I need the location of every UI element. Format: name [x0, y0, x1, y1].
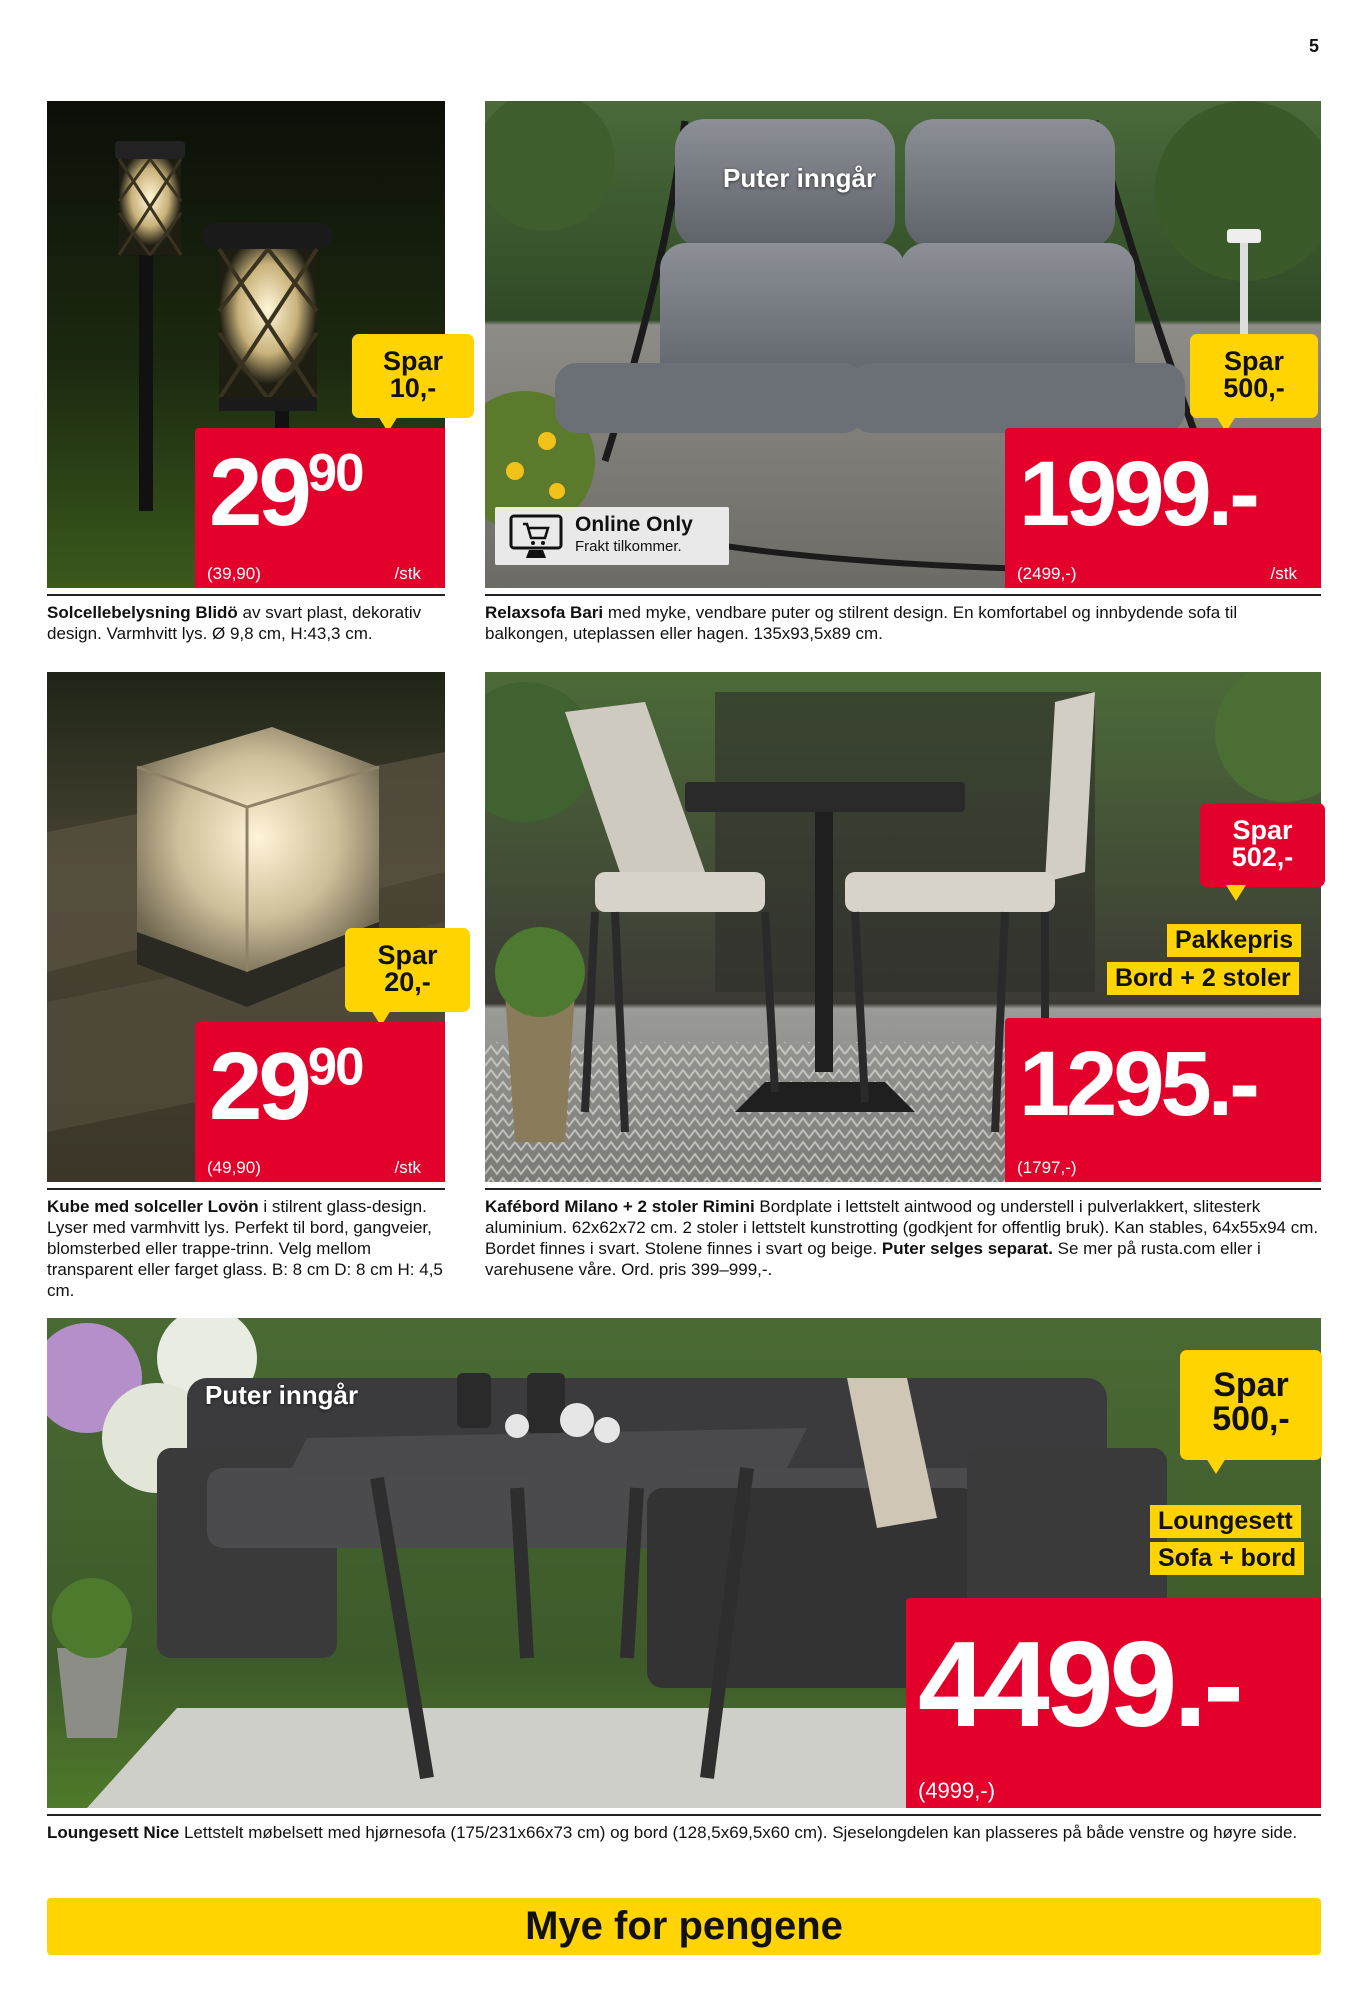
cafe-set-price-tag — [1005, 1018, 1321, 1182]
solar-lamp-price-main: 29 — [209, 439, 308, 546]
cafe-set-name: Kafébord Milano + 2 stoler Rimini — [485, 1197, 755, 1216]
relax-sofa-divider — [485, 594, 1321, 596]
solar-lamp-description — [47, 602, 445, 644]
lounge-set-save-badge — [1180, 1350, 1322, 1460]
solar-lamp-save-badge — [352, 334, 474, 418]
lounge-set-package-label-1: Loungesett — [1150, 1505, 1301, 1538]
cafe-set-package-label-2: Bord + 2 stoler — [1107, 962, 1299, 995]
lounge-set-name: Loungesett Nice — [47, 1823, 180, 1842]
lounge-set-cushions-included: Puter inngår — [205, 1380, 359, 1410]
cube-lamp-unit: /stk — [394, 1158, 421, 1177]
lounge-set-save-label: Spar — [1213, 1366, 1289, 1404]
cafe-set-desc-text: Bordplate i lettstelt aintwood og understell i pulverlakkert, slitesterk aluminium. 62x62x72 cm. 2 stoler i lettstelt kunstrotting (godkjent for offentlig bruk). Kan stables, 64x55x94 cm. Bordet finnes i svart. Stolene finnes i svart og beige. — [485, 1197, 1319, 1258]
solar-lamp-save-amount: 10,- — [389, 373, 437, 403]
cafe-set-save-badge — [1200, 803, 1325, 887]
solar-lamp-price-tag — [195, 428, 445, 588]
relax-sofa-description — [485, 602, 1321, 644]
cafe-set-price: 1295.- — [1019, 1033, 1256, 1135]
relax-sofa-unit: /stk — [1270, 564, 1297, 583]
relax-sofa-price: 1999.- — [1019, 443, 1256, 545]
cube-lamp-description — [47, 1196, 445, 1301]
lounge-set-price-tag — [906, 1598, 1321, 1808]
footer-banner: Mye for pengene — [47, 1898, 1321, 1955]
cube-lamp-price-main: 29 — [209, 1033, 308, 1140]
cube-lamp-price-cents: 90 — [307, 1037, 363, 1097]
cafe-set-description — [485, 1196, 1321, 1280]
relax-sofa-desc-text: med myke, vendbare puter og stilrent design. En komfortabel og innbydende sofa til balkongen, uteplassen eller hagen. 135x93,5x89 cm. — [485, 603, 1238, 643]
lounge-set-package-label-2: Sofa + bord — [1150, 1542, 1304, 1575]
lounge-set-price: 4499.- — [918, 1616, 1240, 1752]
lounge-set-save-amount: 500,- — [1212, 1400, 1290, 1438]
relax-sofa-name: Relaxsofa Bari — [485, 603, 604, 622]
cube-lamp-original-price: (49,90) — [207, 1158, 261, 1177]
cube-lamp-save-label: Spar — [377, 940, 438, 970]
solar-lamp-save-label: Spar — [382, 346, 444, 376]
solar-lamp-original-price: (39,90) — [207, 564, 261, 583]
cafe-set-original-price: (1797,-) — [1017, 1158, 1077, 1177]
solar-lamp-name: Solcellebelysning Blidö — [47, 603, 238, 622]
lounge-set-desc-text: Lettstelt møbelsett med hjørnesofa (175/231x66x73 cm) og bord (128,5x69,5x60 cm). Sjeselongdelen kan plasseres på både venstre og høyre side. — [179, 1823, 1298, 1842]
solar-lamp-divider — [47, 594, 445, 596]
relax-sofa-save-badge — [1190, 334, 1318, 418]
online-only-shipping: Frakt tilkommer. — [575, 538, 682, 555]
cafe-set-desc-tail: Se mer på rusta.com eller i varehusene våre. Ord. pris 399–999,-. — [485, 1239, 1261, 1279]
lounge-set-original-price: (4999,-) — [918, 1778, 996, 1803]
cafe-set-divider — [485, 1188, 1321, 1190]
cube-lamp-price — [209, 1032, 363, 1142]
cafe-set-save-amount: 502,- — [1231, 842, 1294, 872]
online-only-title: Online Only — [575, 513, 693, 536]
solar-lamp-desc-text: av svart plast, dekorativ design. Varmhvitt lys. Ø 9,8 cm, H:43,3 cm. — [47, 603, 422, 643]
solar-lamp-price — [209, 438, 363, 548]
relax-sofa-cushions-included: Puter inngår — [723, 163, 877, 193]
solar-lamp-price-cents: 90 — [307, 443, 363, 503]
relax-sofa-price-tag — [1005, 428, 1321, 588]
relax-sofa-original-price: (2499,-) — [1017, 564, 1077, 583]
cube-lamp-desc-text: i stilrent glass-design. Lyser med varmhvitt lys. Perfekt til bord, gangveier, blomsterbed eller trappe-trinn. Velg mellom transparent eller farget glass. B: 8 cm D: 8 cm H: 4,5 cm. — [47, 1197, 443, 1300]
cafe-set-package-label-1: Pakkepris — [1167, 924, 1301, 957]
lounge-set-divider — [47, 1814, 1321, 1816]
cafe-set-save-label: Spar — [1232, 815, 1293, 845]
cube-lamp-name: Kube med solceller Lovön — [47, 1197, 259, 1216]
cube-lamp-save-badge — [345, 928, 470, 1012]
cube-lamp-price-tag — [195, 1022, 445, 1182]
online-only-badge — [495, 507, 729, 565]
relax-sofa-save-amount: 500,- — [1223, 373, 1285, 403]
solar-lamp-unit: /stk — [394, 564, 421, 583]
lounge-set-description — [47, 1822, 1321, 1843]
relax-sofa-save-label: Spar — [1223, 346, 1285, 376]
monitor-cart-icon — [509, 514, 563, 560]
page-number: 5 — [1308, 36, 1319, 56]
cube-lamp-save-amount: 20,- — [384, 967, 431, 997]
cube-lamp-divider — [47, 1188, 445, 1190]
cafe-set-desc-bold: Puter selges separat. — [881, 1239, 1053, 1258]
